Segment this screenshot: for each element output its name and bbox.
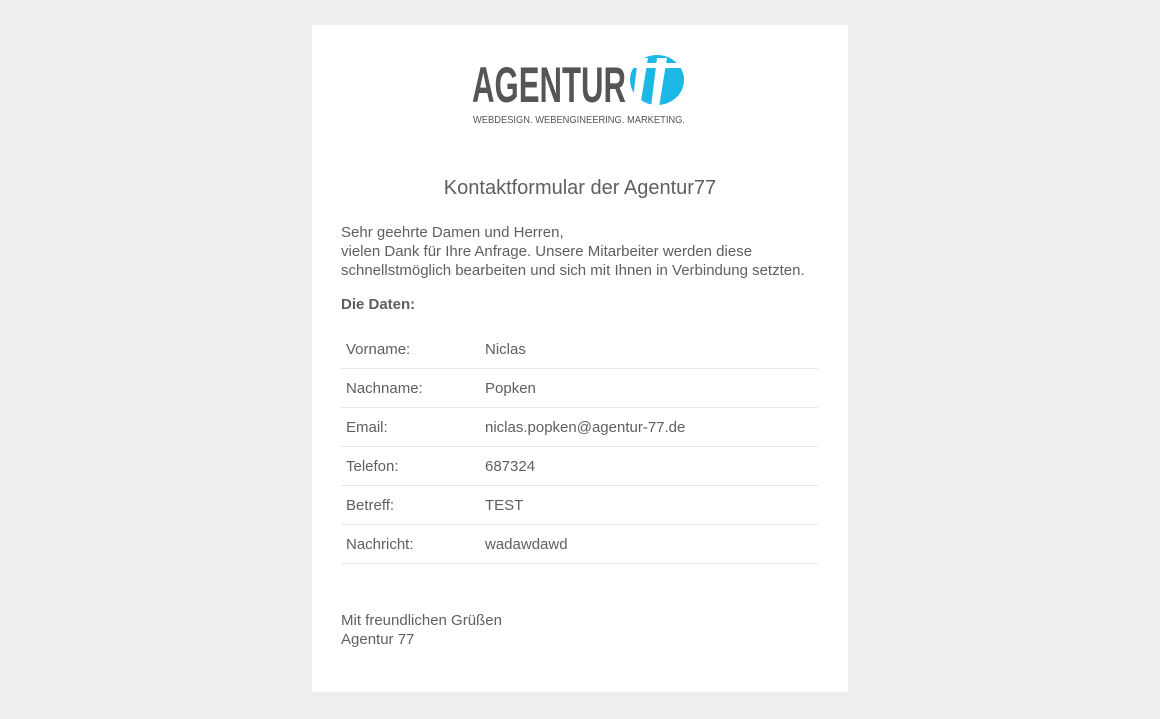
field-label: Betreff: [341, 486, 480, 525]
table-row [341, 525, 818, 564]
field-label: Vorname: [341, 330, 480, 369]
closing-line: Mit freundlichen Grüßen [341, 612, 502, 629]
signature-line: Agentur 77 [341, 631, 415, 648]
agentur77-logo [472, 53, 692, 129]
email-card [312, 25, 848, 692]
intro-line-1: vielen Dank für Ihre Anfrage. Unsere Mitarbeiter werden diese [341, 243, 753, 260]
table-row [341, 330, 818, 369]
field-value: wadawdawd [480, 525, 818, 564]
logo-graphic [472, 53, 692, 129]
logo-tagline: WEBDESIGN. WEBENGINEERING. MARKETING. [473, 114, 685, 126]
email-intro [341, 223, 831, 280]
logo-77-emblem-icon [630, 55, 686, 107]
intro-line-2: schnellstmöglich bearbeiten und sich mit Ihnen in Verbindung setzten. [341, 262, 805, 279]
field-value: 687324 [480, 447, 818, 486]
logo-wordmark: AGENTUR [472, 57, 626, 113]
table-row [341, 369, 818, 408]
field-label: Nachname: [341, 369, 480, 408]
field-label: Telefon: [341, 447, 480, 486]
field-label: Email: [341, 408, 480, 447]
field-value: TEST [480, 486, 818, 525]
email-closing [341, 611, 502, 649]
data-section-heading: Die Daten: [341, 296, 416, 313]
field-value: Niclas [480, 330, 818, 369]
email-title: Kontaktformular der Agentur77 [443, 177, 717, 199]
field-label: Nachricht: [341, 525, 480, 564]
field-value: Popken [480, 369, 818, 408]
field-value: niclas.popken@agentur-77.de [480, 408, 818, 447]
table-row [341, 486, 818, 525]
table-row [341, 408, 818, 447]
table-row [341, 447, 818, 486]
form-data-table [341, 330, 818, 564]
greeting-line: Sehr geehrte Damen und Herren, [341, 224, 564, 241]
